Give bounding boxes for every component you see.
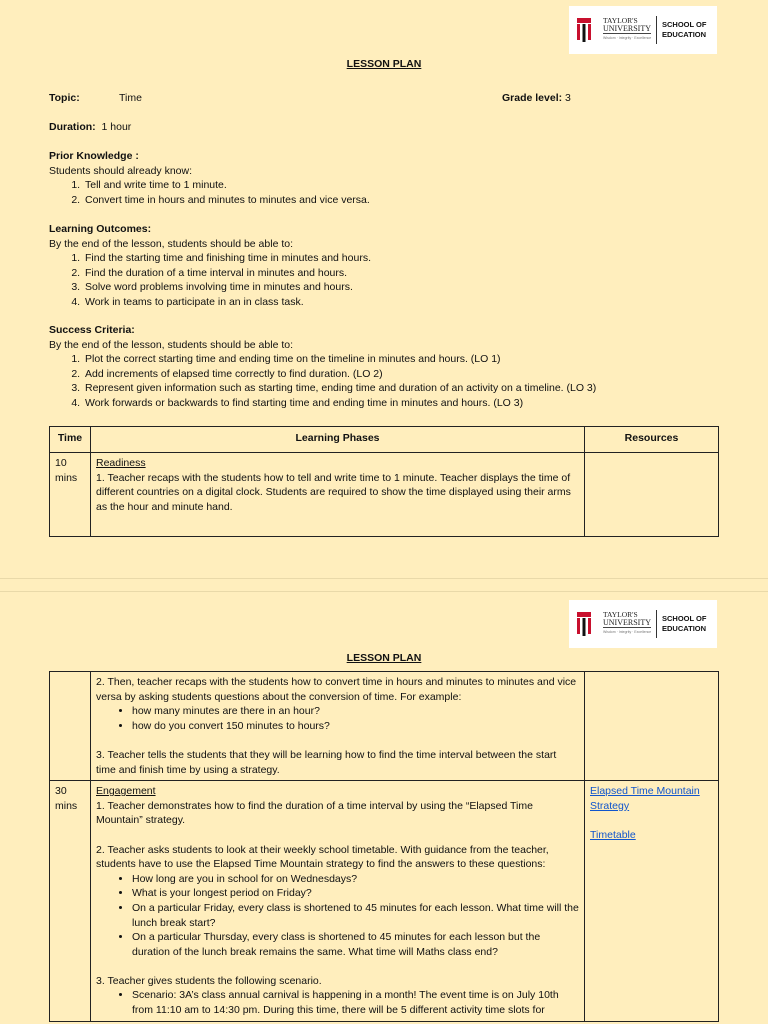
time-value: 30 [55,785,67,798]
list-item: • Scenario: 3A’s class annual carnival is happening in a month! The event time is on July 10th from 11:10 am to 14:30 pm. During this time, there will be 5 different activity time slots for [132,988,579,1017]
page-separator [0,578,768,592]
logo-university-line1: TAYLOR'S [603,610,638,619]
university-logo [569,6,717,54]
prior-heading: Prior Knowledge : [49,150,139,162]
topic-value: Time [119,92,142,104]
question-list [96,704,579,733]
duration-value: 1 hour [101,121,132,133]
list-item: • On a particular Friday, every class is shortened to 45 minutes for each lesson. What time will the lunch break start? [132,901,579,930]
logo-school-line1: SCHOOL OF [662,20,707,29]
list-item: 3. Solve word problems involving time in minutes and hours. [83,280,729,295]
header-time: Time [50,427,91,453]
phase-cell [91,781,585,1022]
resources-cell [585,672,719,781]
logo-university-line2: UNIVERSITY [603,24,651,33]
phase-paragraph: 2. Then, teacher recaps with the students how to convert time in hours and minutes to minutes and vice versa by asking students questions about the conversion of time. For example: [96,676,577,703]
time-cell [50,453,91,537]
header-resources: Resources [585,427,719,453]
prior-intro: Students should already know: [49,164,193,177]
list-item: 1. Find the starting time and finishing time in minutes and hours. [83,251,729,266]
list-item: 2. Convert time in hours and minutes to minutes and vice versa. [83,193,729,208]
elapsed-time-mountain-link[interactable]: Elapsed Time Mountain Strategy [590,785,700,812]
logo-divider [656,16,657,44]
list-item: 2. Add increments of elapsed time correctly to find duration. (LO 2) [83,367,739,382]
time-unit: mins [55,799,78,812]
list-item: • How long are you in school for on Wednesdays? [132,872,579,887]
grade-level [502,91,571,106]
page-title: LESSON PLAN [346,652,422,664]
list-item: 1. Tell and write time to 1 minute. [83,178,729,193]
prior-knowledge-section [49,149,729,207]
logo-school [662,20,706,40]
resources-cell [585,453,719,537]
outcomes-intro: By the end of the lesson, students should be able to: [49,237,294,250]
time-cell [50,781,91,1022]
success-criteria-section [49,323,739,411]
phase-title: Readiness [96,457,146,469]
phase-title: Engagement [96,785,156,798]
table-row [50,781,719,1022]
logo-university-line2: UNIVERSITY [603,618,651,627]
logo-tagline: Wisdom · Integrity · Excellence [603,630,652,634]
logo-university-line1: TAYLOR'S [603,16,638,25]
list-item: 1. Plot the correct starting time and ending time on the timeline in minutes and hours. (LO 1) [83,352,739,367]
duration [49,120,131,135]
list-item: 4. Work forwards or backwards to find starting time and ending time in minutes and hours. (LO 3) [83,396,739,411]
phase-text: 1. Teacher recaps with the students how to tell and write time to 1 minute. Teacher displays the time of different countries on a digital clock. Students are required to show the time displayed using their arms as the hour and minute hand. [96,471,571,513]
logo-tagline: Wisdom · Integrity · Excellence [603,36,652,40]
list-item: 2. Find the duration of a time interval in minutes and hours. [83,266,729,281]
criteria-heading: Success Criteria: [49,324,135,336]
logo-school [662,614,706,634]
outcomes-heading: Learning Outcomes: [49,223,152,235]
list-item: 3. Represent given information such as starting time, ending time and duration of an activity on a timeline. (LO 3) [83,381,739,396]
logo-school-line2: EDUCATION [662,30,707,39]
resources-cell [585,781,719,1022]
outcomes-list [49,251,729,309]
logo-divider [656,610,657,638]
prior-list [49,178,729,207]
question-list [96,872,579,960]
phase-paragraph: 3. Teacher gives students the following scenario. [96,974,322,987]
timetable-link[interactable]: Timetable [590,828,636,841]
table-row [50,672,719,781]
list-item: 4. Work in teams to participate in an in class task. [83,295,729,310]
lesson-table [49,426,719,537]
criteria-intro: By the end of the lesson, students should be able to: [49,338,294,351]
phase-cell [91,453,585,537]
time-value: 10 [55,457,67,469]
table-header-row [50,427,719,453]
header-learning-phases: Learning Phases [91,427,585,453]
time-cell [50,672,91,781]
learning-outcomes-section [49,222,729,310]
topic-label: Topic: [49,92,80,104]
grade-value: 3 [565,92,571,104]
list-item: • What is your longest period on Friday? [132,886,579,901]
phase-paragraph: 1. Teacher demonstrates how to find the duration of a time interval by using the “Elapsed Time Mountain” strategy. [96,799,533,827]
logo-school-line2: EDUCATION [662,624,707,633]
page-2 [0,592,768,1024]
list-item: • how many minutes are there in an hour? [132,704,579,719]
phase-cell [91,672,585,781]
phase-paragraph: 2. Teacher asks students to look at their weekly school timetable. With guidance from the teacher, students have to use the Elapsed Time Mountain strategy to find the answers to these questions: [96,843,549,871]
university-logo [569,600,717,648]
phase-paragraph: 3. Teacher tells the students that they will be learning how to find the time interval between the start time and finish time by using a strategy. [96,748,557,776]
table-row [50,453,719,537]
duration-label: Duration: [49,121,96,133]
logo-school-line1: SCHOOL OF [662,614,707,623]
criteria-list [49,352,739,410]
scenario-list [96,988,579,1017]
lesson-table [49,671,719,1022]
taylors-emblem-icon [577,18,591,42]
taylors-emblem-icon [577,612,591,636]
grade-label: Grade level: [502,92,563,104]
page-title: LESSON PLAN [346,58,422,70]
time-unit: mins [55,471,78,484]
list-item: • how do you convert 150 minutes to hours? [132,719,579,734]
list-item: • On a particular Thursday, every class is shortened to 45 minutes for each lesson but the duration of the lunch break remains the same. What time will Maths class end? [132,930,579,959]
